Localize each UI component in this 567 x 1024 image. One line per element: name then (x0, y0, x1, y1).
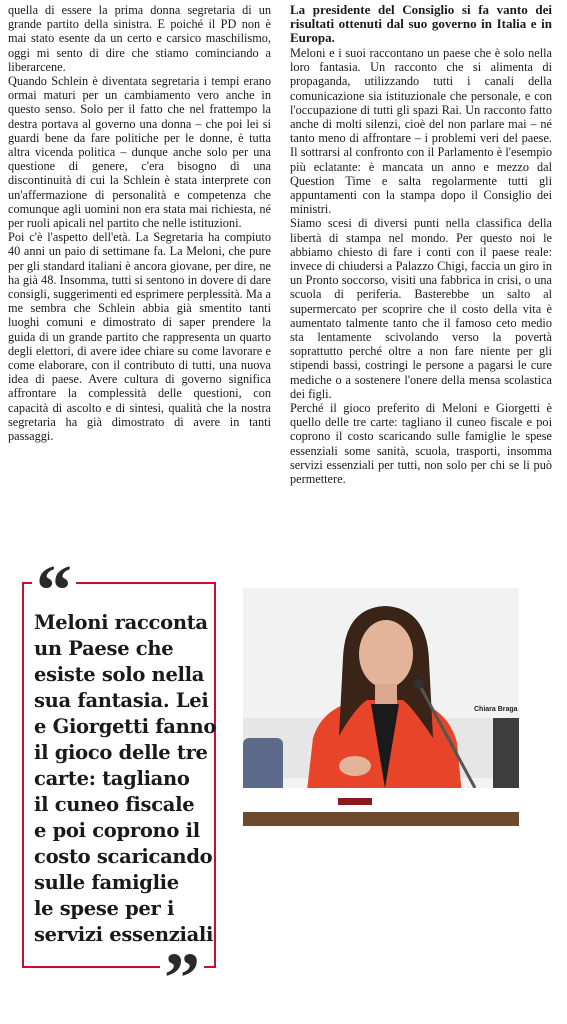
article-column-right (290, 3, 552, 486)
pull-quote-line: e poi coprono il (34, 819, 200, 842)
article-paragraph: Meloni e i suoi raccontano un paese che è solo nella loro fantasia. Un racconto che si alimenta di propaganda, utilizzando tutti i canali della comunicazione sia istituzionale che personale, e con l'occupazione di tutti gli spazi Rai. Un racconto fatto anche di molti silenzi, cioè del non parlare mai – né tanto meno di affrontare – i problemi veri del paese. Il sottrarsi al confronto con il Parlamento è l'esempio più eclatante: è mancata un anno e mezzo dal Question Time e salta regolarmente tutti gli appuntamenti con la stampa dopo il Consiglio dei ministri. (290, 46, 552, 217)
pull-quote-line: un Paese che (34, 637, 174, 660)
hand (339, 756, 371, 776)
pull-quote-line: il cuneo fiscale (34, 793, 195, 816)
photo-caption: Chiara Braga (474, 706, 518, 713)
pull-quote (34, 610, 220, 948)
article-paragraph: Siamo scesi di diversi punti nella classifica della libertà di stampa nel mondo. Per questo noi le abbiamo chiesto di fare i conti con il paese reale: invece di chiudersi a Palazzo Chigi, faccia un giro in un Pronto soccorso, visiti una fabbrica in crisi, o una scuola di periferia. Basterebbe un salto al supermercato per scoprire che il costo della vita è aumentato talmente tanto che il famoso ceto medio sta lentamente scivolando verso la povertà soprattutto perché oltre a non fare niente per gli stipendi bassi, costringi le persone a pagarsi le cure mediche o a sostenere l'onere della mensa scolastica dei figli. (290, 216, 552, 401)
face (359, 620, 413, 688)
phone (338, 798, 372, 805)
pull-quote-line: servizi essenziali (34, 923, 214, 946)
pull-quote-line: sulle famiglie (34, 871, 179, 894)
neck (375, 684, 397, 704)
microphone-head (414, 679, 424, 689)
article-paragraph: quella di essere la prima donna segretaria di un grande partito della sinistra. E poiché il PD non è mai stato esente da un certo e carsico maschilismo, oggi mi sento di dire che stiamo cominciando a liberarcene. (8, 3, 271, 74)
pull-quote-line: il gioco delle tre (34, 741, 208, 764)
section-heading: La presidente del Consiglio si fa vanto dei risultati ottenuti dal suo governo in Italia e in Europa. (290, 2, 552, 45)
pull-quote-line: sua fantasia. Lei (34, 689, 209, 712)
pull-quote-line: esiste solo nella (34, 663, 205, 686)
article-column-left (8, 3, 271, 443)
desk-edge (243, 812, 519, 826)
chair-back-right (493, 718, 519, 798)
article-paragraph: Perché il gioco preferito di Meloni e Giorgetti è quello delle tre carte: tagliano il cuneo fiscale e poi coprono il costo scaricando sulle famiglie le spese essenziali some sanità, scuola, trasporti, insomma servizi essenziali per tutti, non solo per chi se li può permettere. (290, 401, 552, 487)
pull-quote-line: carte: tagliano (34, 767, 190, 790)
article-paragraph: Poi c'è l'aspetto dell'età. La Segretaria ha compiuto 40 anni un paio di settimane fa. La Meloni, che pure per gli standard italiani è ancora giovane, per dire, ne ha già 48. Insomma, tutti si sentono in dovere di dare consigli, suggerimenti ed esprimere perplessità. Ma a me sembra che Schlein abbia già smentito tanti luoghi comuni e dimostrato di saper prendere la guida di un grande partito che rappresenta un quarto degli elettori, di avere idee chiare su come lavorare e come elaborare, con il contributo di tutti, una nuova idea di paese. Avere cultura di governo significa affrontare la complessità delle questioni, con capacità di ascolto e di sintesi, qualità che la nostra segretaria ha già dimostrato di avere in tanti passaggi. (8, 230, 271, 444)
pull-quote-line: e Giorgetti fanno (34, 715, 217, 738)
pull-quote-line: costo scaricando (34, 845, 213, 868)
close-quote-icon: ” (160, 948, 204, 1008)
open-quote-icon: “ (32, 560, 76, 620)
pull-quote-line: le spese per i (34, 897, 175, 920)
pull-quote-line: Meloni racconta (34, 611, 208, 634)
article-paragraph: Quando Schlein è diventata segretaria i tempi erano ormai maturi per un cambiamento vero anche in questo senso. Solo per il fatto che nel frattempo la destra portava al governo una donna – che poi lei si guardi bene da fare politiche per le donne, è tutta altra vicenda politica – dunque anche solo per una questione di genere, c'era bisogno di una discontinuità di cui la Schlein è stata interprete con un'affermazione di personalità e competenza che comunque agli uomini non era stata mai richiesta, né per ruoli apicali nel partito che nelle istituzioni. (8, 74, 271, 231)
